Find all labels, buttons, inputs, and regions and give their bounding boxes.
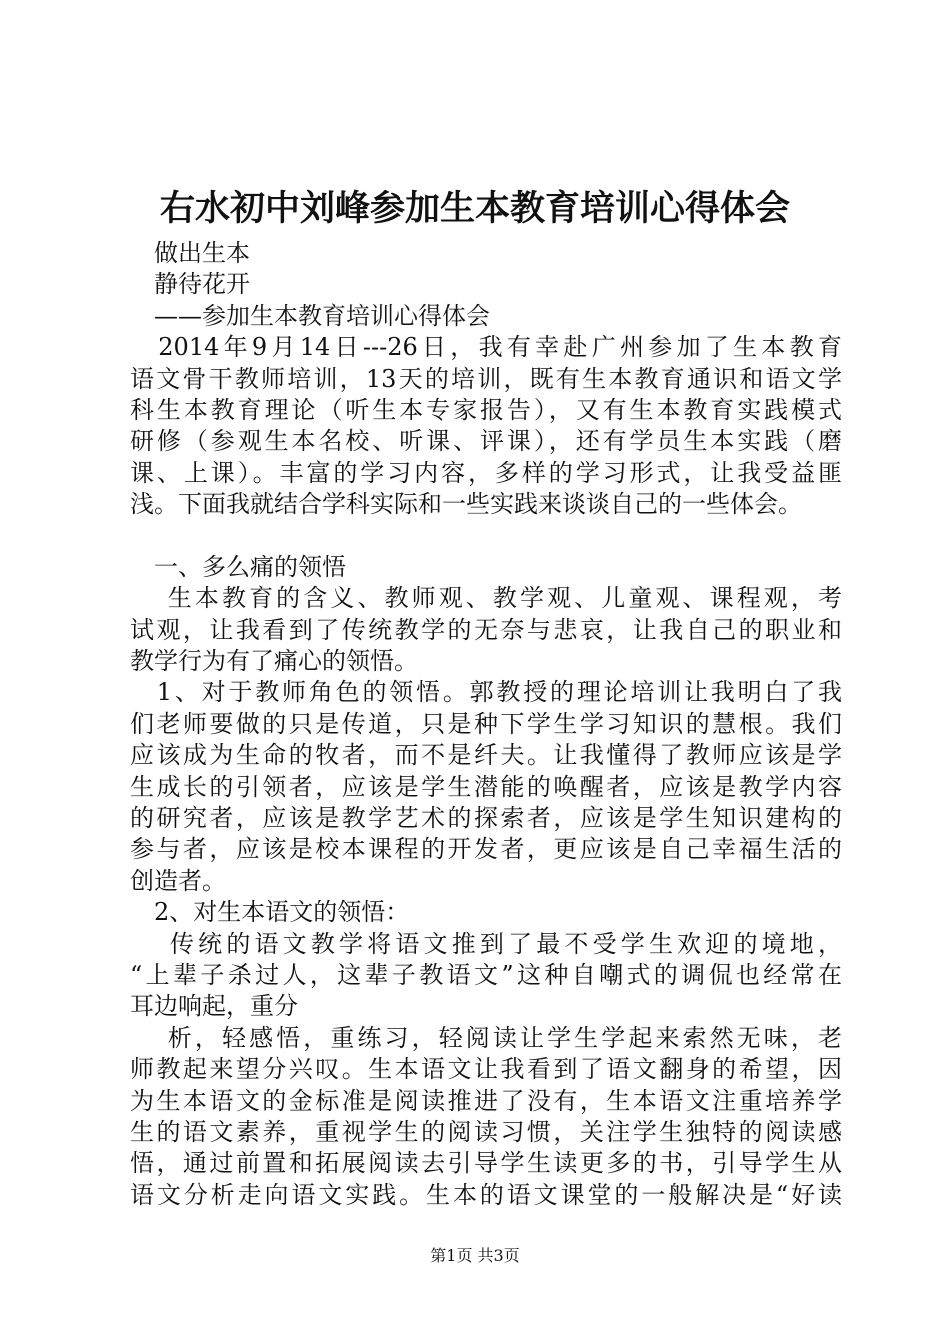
- paragraph-line: 参与者，应该是校本课程的开发者，更应该是自己幸福生活的: [130, 835, 842, 864]
- paragraph-line: 2、对生本语文的领悟：: [130, 898, 410, 927]
- paragraph-line: 为生本语文的金标准是阅读推进了没有，生本语文注重培养学: [130, 1086, 842, 1115]
- paragraph-line: 做出生本: [130, 239, 250, 267]
- paragraph-line: 研修（参观生本名校、听课、评课），还有学员生本实践（磨: [130, 427, 842, 456]
- paragraph-line: 课、上课）。丰富的学习内容，多样的学习形式，让我受益匪: [130, 458, 842, 487]
- paragraph-line: 2014年9月14日---26日，我有幸赴广州参加了生本教育: [130, 333, 842, 362]
- paragraph-line: 师教起来望分兴叹。生本语文让我看到了语文翻身的希望，因: [130, 1055, 842, 1084]
- paragraph-line: 悟，通过前置和拓展阅读去引导学生读更多的书，引导学生从: [130, 1149, 842, 1178]
- paragraph-line: 试观，让我看到了传统教学的无奈与悲哀，让我自己的职业和: [130, 615, 842, 644]
- document-title: 右水初中刘峰参加生本教育培训心得体会: [159, 188, 790, 229]
- paragraph-line: 生的语文素养，重视学生的阅读习惯，关注学生独特的阅读感: [130, 1117, 842, 1146]
- paragraph-line: 析，轻感悟，重练习，轻阅读让学生学起来索然无味，老: [130, 1023, 842, 1052]
- paragraph-line: 耳边响起，重分: [130, 992, 298, 1021]
- paragraph-line: 们老师要做的只是传道，只是种下学生学习知识的慧根。我们: [130, 709, 842, 738]
- section-heading: 一、多么痛的领悟: [130, 552, 346, 581]
- paragraph-line: 浅。下面我就结合学科实际和一些实践来谈谈自己的一些体会。: [130, 490, 802, 519]
- paragraph-line: 应该成为生命的牧者，而不是纤夫。让我懂得了教师应该是学: [130, 741, 842, 770]
- paragraph-line: 科生本教育理论（听生本专家报告），又有生本教育实践模式: [130, 395, 842, 424]
- paragraph-line: 静待花开: [130, 270, 250, 299]
- paragraph-line: 生成长的引领者，应该是学生潜能的唤醒者，应该是教学内容: [130, 772, 842, 801]
- paragraph-line: ——参加生本教育培训心得体会: [130, 301, 490, 330]
- paragraph-line: 创造者。: [130, 866, 226, 895]
- paragraph-line: “上辈子杀过人，这辈子教语文”这种自嘲式的调侃也经常在: [130, 960, 842, 989]
- paragraph-line: 1、对于教师角色的领悟。郭教授的理论培训让我明白了我: [130, 678, 842, 707]
- paragraph-line: 教学行为有了痛心的领悟。: [130, 647, 418, 676]
- paragraph-line: 语文分析走向语文实践。生本的语文课堂的一般解决是“好读: [130, 1180, 842, 1209]
- blank-line: [130, 521, 842, 552]
- paragraph-line: 传统的语文教学将语文推到了最不受学生欢迎的境地，: [130, 929, 842, 958]
- page-footer: 第1页 共3页: [430, 1246, 520, 1265]
- document-body: [130, 238, 842, 1211]
- paragraph-line: 语文骨干教师培训，13天的培训，既有生本教育通识和语文学: [130, 364, 842, 393]
- paragraph-line: 的研究者，应该是教学艺术的探索者，应该是学生知识建构的: [130, 804, 842, 833]
- paragraph-line: 生本教育的含义、教师观、教学观、儿童观、课程观，考: [130, 584, 842, 613]
